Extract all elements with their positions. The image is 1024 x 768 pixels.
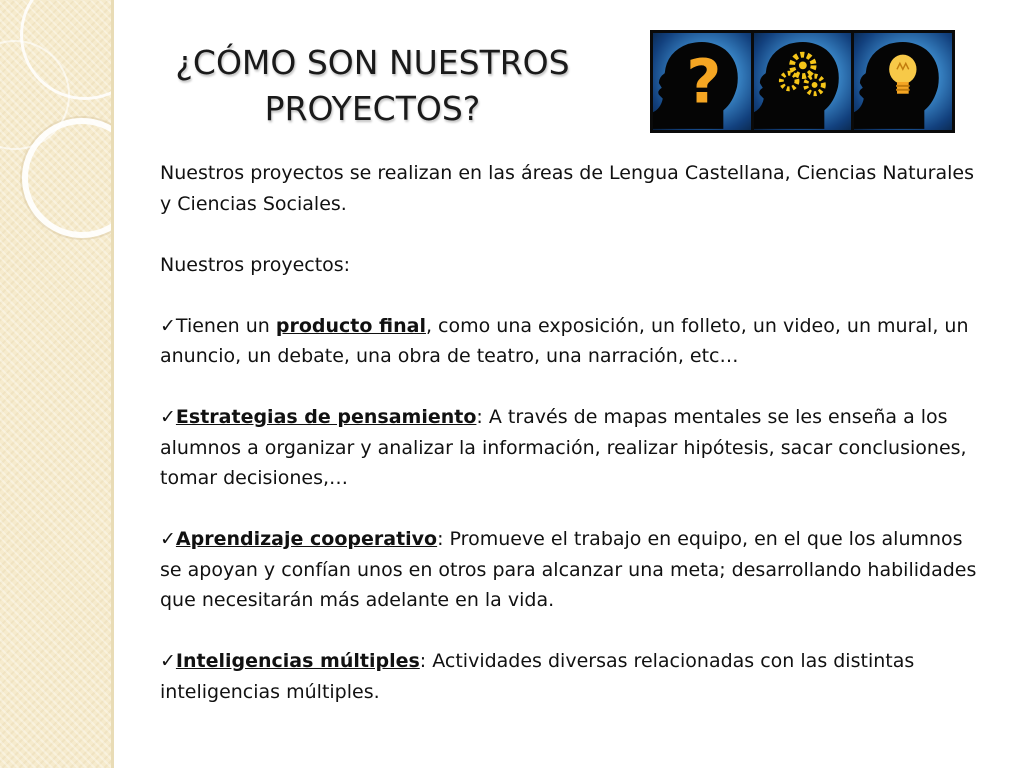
checkmark-icon: ✓ (160, 650, 176, 672)
lightbulb-head-icon (854, 33, 952, 130)
term-aprendizaje: Aprendizaje cooperativo (175, 528, 438, 550)
checkmark-icon: ✓ (160, 528, 176, 550)
heads-banner-image (650, 30, 955, 133)
checkmark-icon: ✓ (160, 406, 176, 428)
title-line-1: ¿CÓMO SON NUESTROS (175, 43, 570, 82)
term-estrategias: Estrategias de pensamiento (175, 406, 477, 428)
sidebar-edge (111, 0, 114, 768)
question-mark-head-icon (653, 33, 751, 130)
list-heading: Nuestros proyectos: (160, 253, 351, 276)
list-item-aprendizaje: ✓Aprendizaje cooperativo: Promueve el trabajo en equipo, en el que los alumnos se apoyan y confían unos en otros para alcanzar una meta; desarrollando habilidades que necesitarán más adelante en la vida. (160, 528, 977, 611)
list-item-inteligencias: ✓Inteligencias múltiples: Actividades diversas relacionadas con las distintas inteligencias múltiples. (160, 650, 915, 703)
slide-body (160, 158, 980, 707)
checkmark-icon: ✓ (160, 314, 176, 337)
gears-head-icon (754, 33, 852, 130)
gears-head-icon (754, 33, 852, 130)
term-inteligencias: Inteligencias múltiples (175, 650, 420, 672)
intro-paragraph: Nuestros proyectos se realizan en las áreas de Lengua Castellana, Ciencias Naturales y Ciencias Sociales. (160, 162, 974, 215)
decorative-sidebar (0, 0, 114, 768)
list-item-estrategias: ✓Estrategias de pensamiento: A través de mapas mentales se les enseña a los alumnos a organizar y analizar la información, realizar hipótesis, sacar conclusiones, tomar decisiones,… (160, 406, 967, 489)
svg-text:?: ? (686, 47, 722, 118)
list-item-producto-final: ✓Tienen un producto final, como una exposición, un folleto, un video, un mural, un anuncio, un debate, una obra de teatro, una narración, etc… (160, 314, 969, 367)
question-mark-head-icon (653, 33, 751, 130)
title-line-2: PROYECTOS? (264, 89, 481, 128)
term-producto-final: producto final (275, 314, 426, 337)
lightbulb-head-icon (854, 33, 952, 130)
slide-title (125, 40, 620, 132)
